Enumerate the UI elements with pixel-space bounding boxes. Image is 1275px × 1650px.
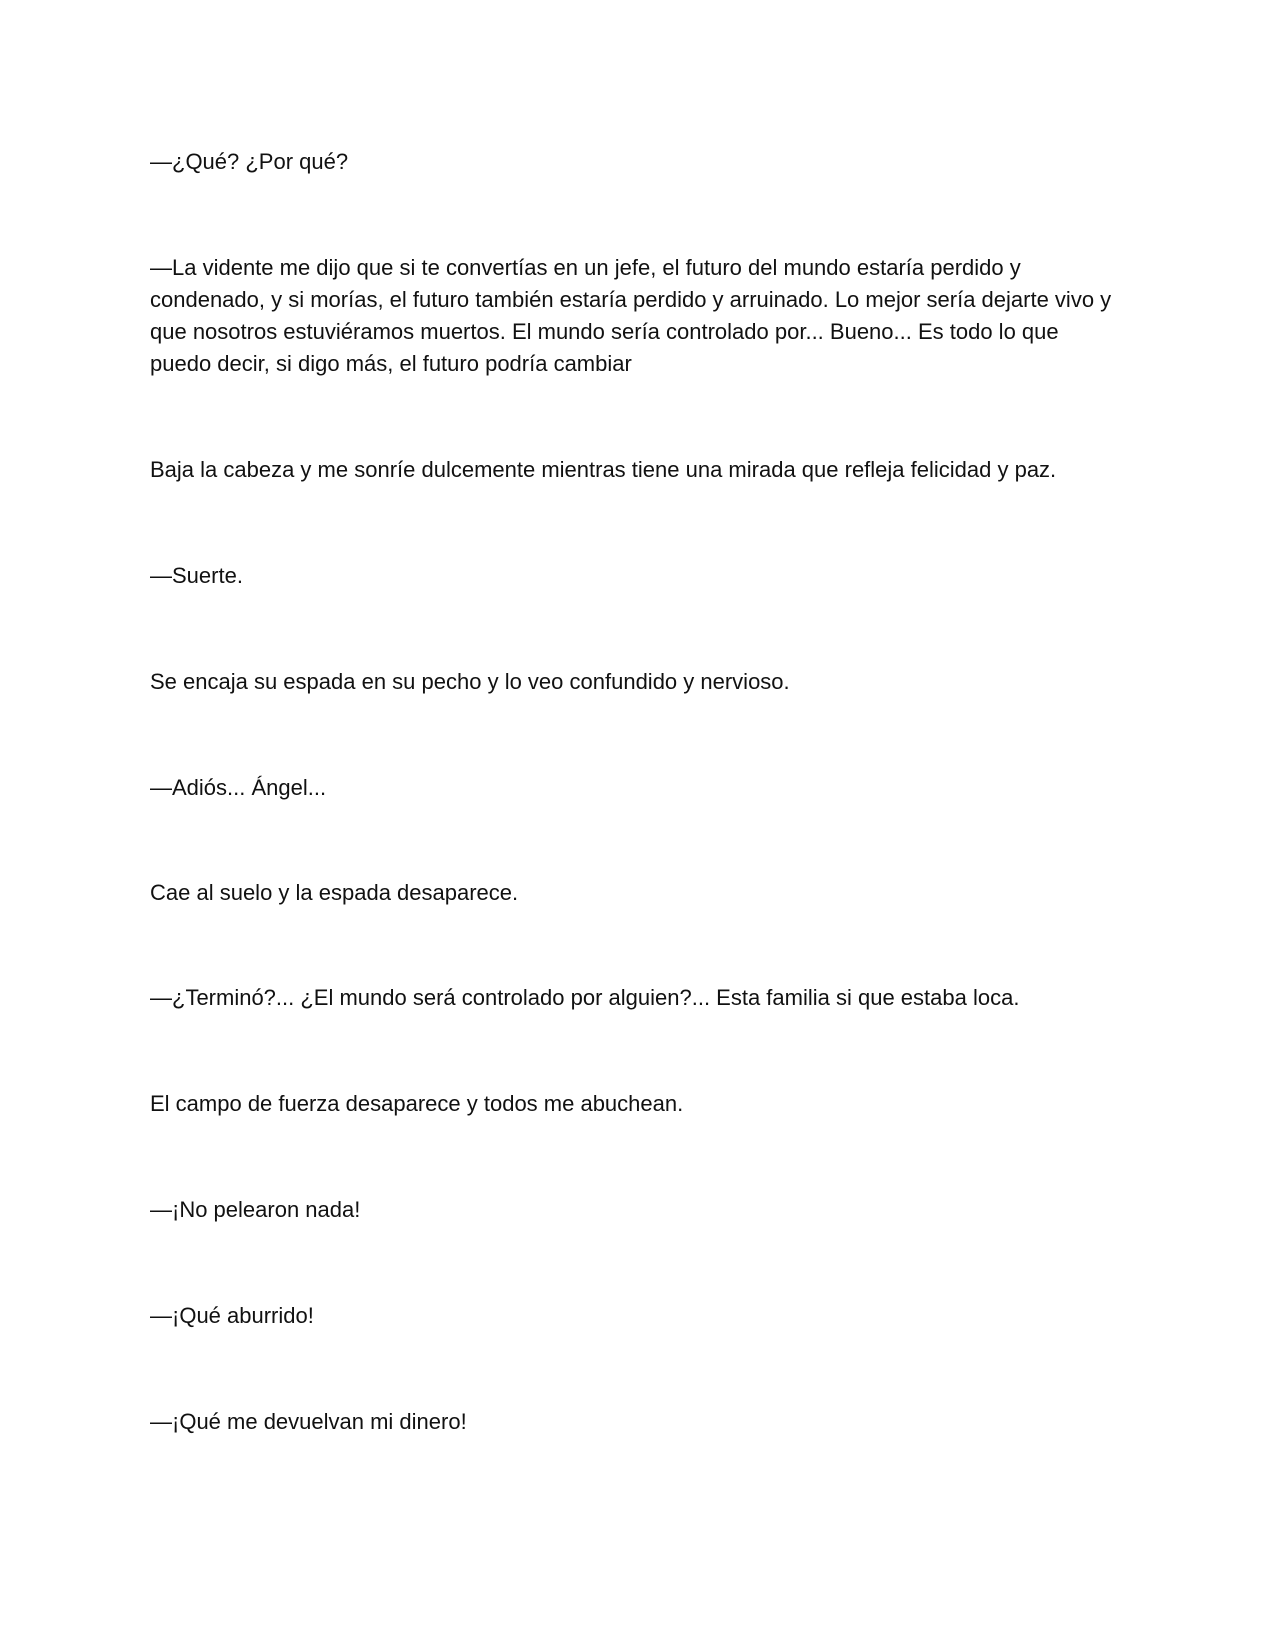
paragraph-5: Se encaja su espada en su pecho y lo veo confundido y nervioso. [150,669,790,694]
paragraph-4: —Suerte. [150,563,243,588]
paragraph-9: El campo de fuerza desaparece y todos me abuchean. [150,1091,684,1116]
paragraph-10: —¡No pelearon nada! [150,1197,361,1222]
paragraph-12: —¡Qué me devuelvan mi dinero! [150,1409,467,1434]
paragraph-7: Cae al suelo y la espada desaparece. [150,880,519,905]
paragraph-1: —¿Qué? ¿Por qué? [150,149,349,174]
paragraph-11: —¡Qué aburrido! [150,1303,314,1328]
paragraph-2: —La vidente me dijo que si te convertías en un jefe, el futuro del mundo estaría perdido y condenado, y si morías, el futuro también estaría perdido y arruinado. Lo mejor sería dejarte vivo y que nosotros estuviéramos muertos. El mundo sería controlado por... Bueno... Es todo lo que puedo decir, si digo más, el futuro podría cambiar [150,255,1112,376]
paragraph-3: Baja la cabeza y me sonríe dulcemente mientras tiene una mirada que refleja felicidad y paz. [150,457,1057,482]
paragraph-8: —¿Terminó?... ¿El mundo será controlado por alguien?... Esta familia si que estaba loca. [150,985,1020,1010]
paragraph-6: —Adiós... Ángel... [150,775,327,800]
